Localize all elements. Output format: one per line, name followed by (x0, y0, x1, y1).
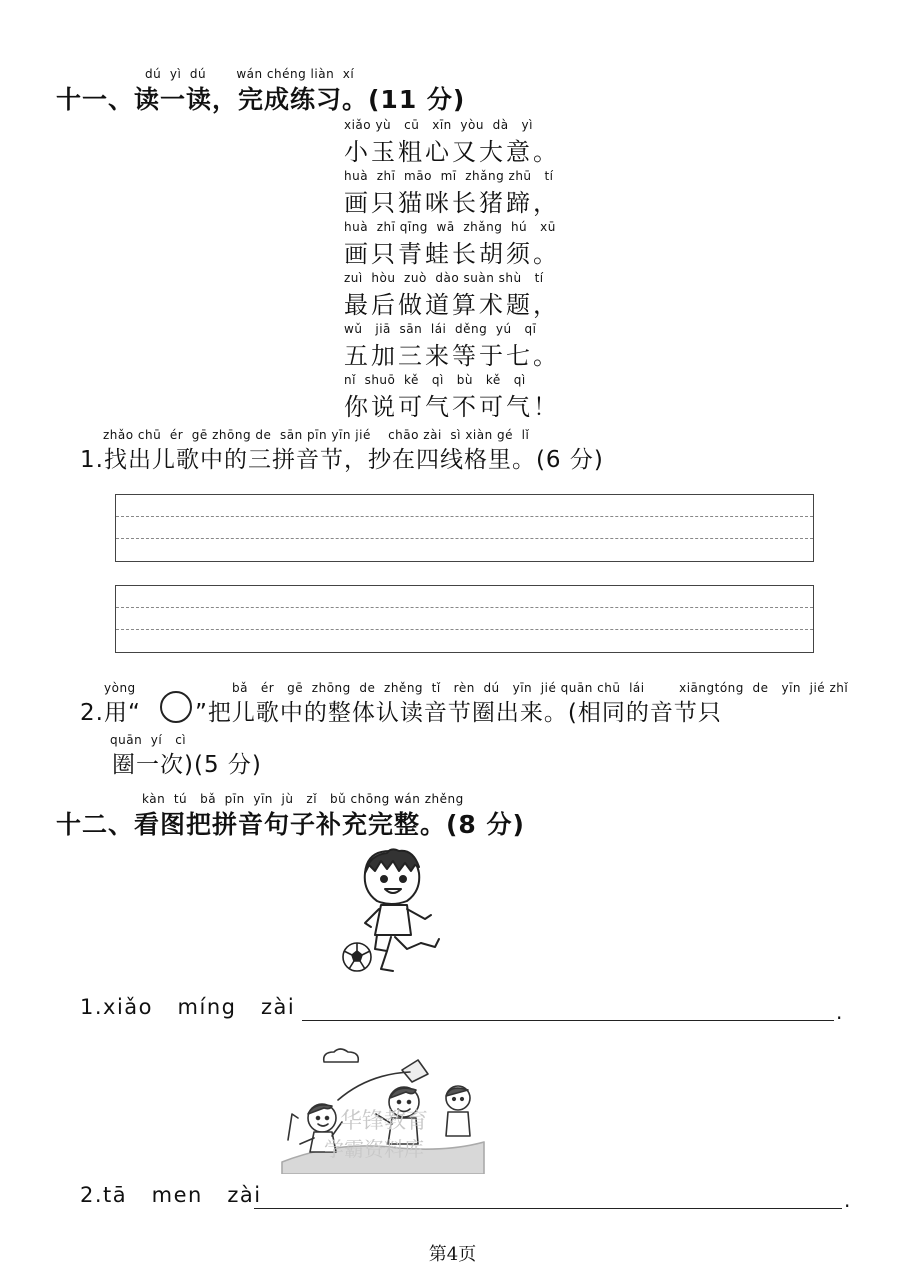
q2-text-c: 圈一次)(5 分) (112, 752, 262, 778)
section11-title-pinyin: dú yì dú wán chéng liàn xí (145, 67, 355, 81)
section11-title: 十一、读一读，完成练习。(11 分) (56, 85, 466, 114)
section12-title: 十二、看图把拼音句子补充完整。(8 分) (56, 810, 525, 839)
poem-line-pinyin: xiǎo yù cū xīn yòu dà yì (344, 118, 533, 132)
poem-line (344, 322, 584, 373)
grid-line (116, 538, 813, 539)
page-number: 第4页 (428, 1244, 477, 1265)
circle-icon (160, 691, 192, 723)
boy-playing-football-illustration (335, 843, 450, 978)
four-line-grid-1[interactable] (115, 494, 814, 562)
children-flying-kite-illustration (278, 1044, 486, 1174)
q2-pinyin-b: bǎ ér gē zhōng de zhěng tǐ rèn dú yīn jié quān chū lái xiāngtóng de yīn jié zhǐ (232, 681, 849, 695)
poem-line (344, 373, 584, 424)
grid-line (116, 629, 813, 630)
q2-pinyin-c: quān yí cì (110, 733, 187, 747)
poem-line (344, 271, 584, 322)
poem-line-text: 最后做道算术题， (344, 291, 560, 319)
poem (344, 118, 584, 424)
poem-line-text: 五加三来等于七。 (344, 342, 560, 370)
q2-pinyin-a: yòng (104, 681, 136, 695)
sentence-2-prefix: 2.tā men zài (80, 1183, 262, 1207)
poem-line-text: 画只猫咪长猪蹄， (344, 189, 560, 217)
four-line-grid-2[interactable] (115, 585, 814, 653)
sentence-2-answer-line[interactable] (254, 1208, 842, 1209)
poem-line-pinyin: zuì hòu zuò dào suàn shù tí (344, 271, 544, 285)
watermark-text-1: 华锋教育 (340, 1109, 429, 1134)
sentence-1-prefix: 1.xiǎo míng zài (80, 995, 296, 1019)
sentence-1-period: . (836, 1000, 843, 1024)
poem-line-text: 画只青蛙长胡须。 (344, 240, 560, 268)
q2-text-b: ”把儿歌中的整体认读音节圈出来。(相同的音节只 (195, 700, 722, 726)
poem-line-text: 你说可气不可气！ (344, 393, 560, 421)
section12-title-pinyin: kàn tú bǎ pīn yīn jù zǐ bǔ chōng wán zhěng (142, 792, 464, 806)
poem-line-pinyin: nǐ shuō kě qì bù kě qì (344, 373, 526, 387)
grid-line (116, 516, 813, 517)
q1-text: 1.找出儿歌中的三拼音节，抄在四线格里。(6 分) (80, 447, 604, 473)
watermark-text-2: 学霸资料库 (324, 1137, 424, 1161)
sentence-1-answer-line[interactable] (302, 1020, 834, 1021)
poem-line (344, 169, 584, 220)
q2-text-a: 2.用“ (80, 700, 141, 726)
sentence-2-period: . (844, 1188, 851, 1212)
poem-line-pinyin: huà zhī māo mī zhǎng zhū tí (344, 169, 554, 183)
grid-line (116, 607, 813, 608)
poem-line-text: 小玉粗心又大意。 (344, 138, 560, 166)
q1-pinyin: zhǎo chū ér gē zhōng de sān pīn yīn jié chāo zài sì xiàn gé lǐ (103, 428, 530, 442)
poem-line-pinyin: huà zhī qīng wā zhǎng hú xū (344, 220, 556, 234)
poem-line-pinyin: wǔ jiā sān lái děng yú qī (344, 322, 537, 336)
poem-line (344, 118, 584, 169)
poem-line (344, 220, 584, 271)
